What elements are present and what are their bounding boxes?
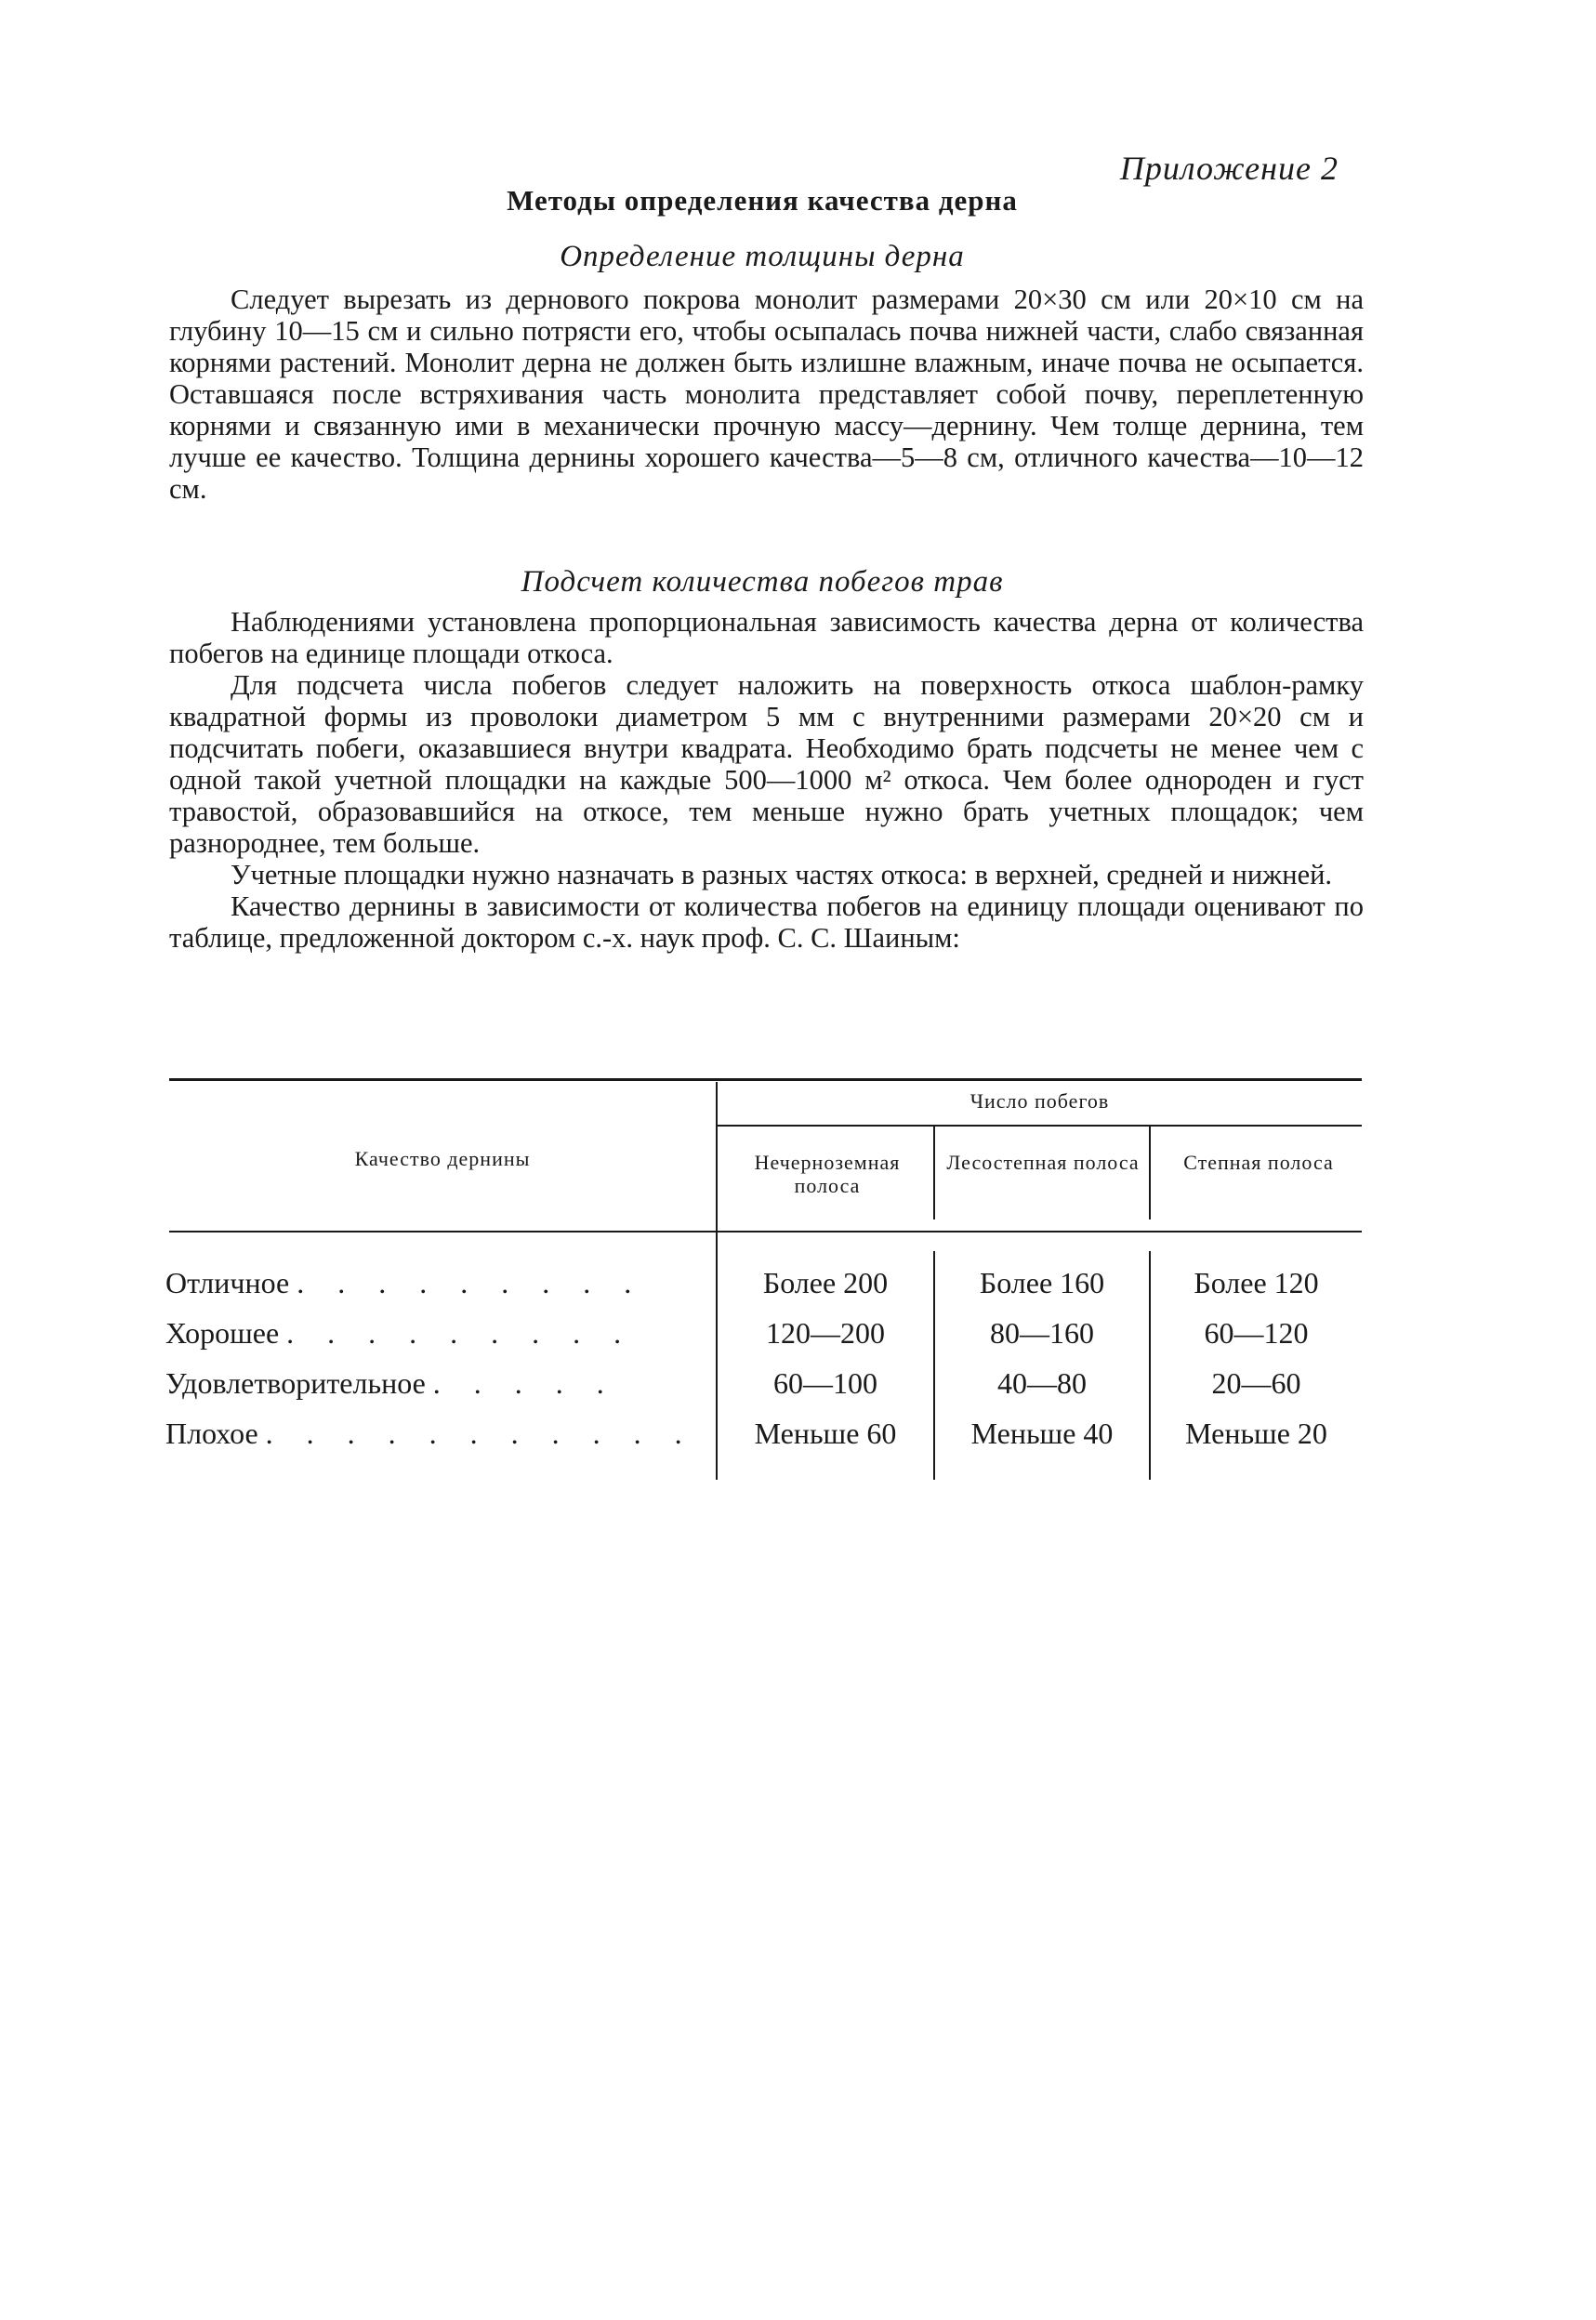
appendix-label: Приложение 2 [1119,150,1339,187]
table-column-divider [1149,1127,1151,1219]
table-cell: Меньше 60 [754,1417,897,1450]
table-group-rule [718,1125,1362,1127]
table-header-rule [169,1231,1362,1232]
table-cell: 20—60 [1211,1366,1301,1400]
table-cell: 120—200 [766,1316,885,1350]
section-heading-shoots: Подсчет количества побегов трав [521,565,1004,599]
table-cell: Более 200 [762,1266,889,1299]
paragraph: Для подсчета числа побегов следует наложить на поверхность откоса шаблон-рамку квадратной формы из проволоки диаметром 5 мм с внутренними размерами 20×20 см и подсчитать побеги, оказавшиеся внутри квадрата. Необходимо брать подсчеты не менее чем с одной такой учетной площадки на каждые 500—1000 м² откоса. Чем более однороден и густ травостой, образовавшийся на откосе, тем меньше нужно брать учетных площадок; чем разнороднее, тем больше. [169,669,1364,859]
table-column-divider [933,1127,935,1219]
section-body-shoots [169,606,1364,954]
table-cell: Меньше 20 [1185,1417,1327,1450]
table-row-label: Плохое . . . . . . . . . . . [165,1417,695,1450]
table-cell: 40—80 [997,1366,1087,1400]
table-cell: 60—120 [1204,1316,1309,1350]
table-cell: Более 160 [979,1266,1105,1299]
table-cell: 80—160 [990,1316,1094,1350]
table-group-header: Число побегов [969,1089,1110,1113]
table-top-rule [169,1078,1362,1081]
section-paragraph-thickness: Следует вырезать из дернового покрова монолит размерами 20×30 см или 20×10 см на глубину 10—15 см и сильно потрясти его, чтобы осыпалась почва нижней части, слабо связанная корнями растений. Монолит дерна не должен быть излишне влажным, иначе почва не осыпается. Оставшаяся после встряхивания часть монолита представляет собой почву, переплетенную корнями и связанную ими в механически прочную массу—дернину. Чем толще дернина, тем лучше ее качество. Толщина дернины хорошего качества—5—8 см, отличного качества—10—12 см. [169,283,1364,505]
paragraph: Наблюдениями установлена пропорциональная зависимость качества дерна от количества побегов на единице площади откоса. [169,606,1364,669]
section-heading-thickness: Определение толщины дерна [560,240,965,273]
document-title: Методы определения качества дерна [507,184,1018,217]
table-column-header: Лесостепная полоса [946,1151,1140,1174]
table-column-header: Степная полоса [1183,1151,1334,1174]
table-cell: Более 120 [1194,1266,1319,1299]
table-row-label: Отличное . . . . . . . . . [165,1266,645,1299]
table-row-label: Хорошее . . . . . . . . . [165,1316,635,1350]
table-cell: 60—100 [773,1366,877,1400]
paragraph: Учетные площадки нужно назначать в разных частях откоса: в верхней, средней и нижней. [231,859,1333,890]
table-row-label: Удовлетворительное . . . . . [165,1366,617,1400]
paragraph: Качество дернины в зависимости от количества побегов на единицу площади оценивают по таблице, предложенной доктором с.-х. наук проф. С. С. Шаиным: [169,890,1364,954]
table-column-header: Нечерноземная полоса [754,1151,901,1197]
table-row-header: Качество дернины [354,1147,531,1170]
table-cell: Меньше 40 [970,1417,1114,1450]
